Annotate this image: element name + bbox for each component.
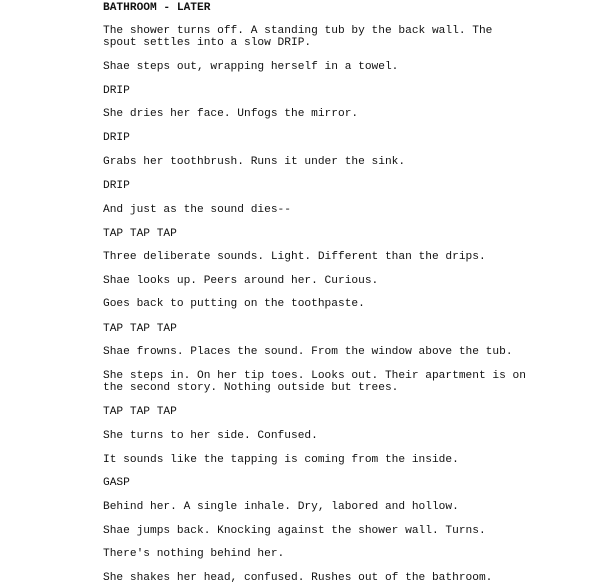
- action-line: spout settles into a slow DRIP.: [103, 37, 312, 49]
- action-line: It sounds like the tapping is coming from the inside.: [103, 454, 459, 466]
- action-line: the second story. Nothing outside but trees.: [103, 382, 399, 394]
- action-line: Goes back to putting on the toothpaste.: [103, 298, 365, 310]
- action-line: She shakes her head, confused. Rushes out of the bathroom.: [103, 572, 493, 584]
- action-line: Grabs her toothbrush. Runs it under the sink.: [103, 156, 406, 168]
- action-line: She steps in. On her tip toes. Looks out. Their apartment is on: [103, 370, 526, 382]
- sound-cue: DRIP: [103, 132, 130, 144]
- sound-cue: DRIP: [103, 180, 130, 192]
- action-line: Shae jumps back. Knocking against the shower wall. Turns.: [103, 525, 486, 537]
- action-line: Three deliberate sounds. Light. Different than the drips.: [103, 251, 486, 263]
- scene-heading: BATHROOM - LATER: [103, 2, 211, 14]
- action-line: Shae looks up. Peers around her. Curious.: [103, 275, 379, 287]
- action-line: She dries her face. Unfogs the mirror.: [103, 108, 359, 120]
- sound-cue: TAP TAP TAP: [103, 406, 177, 418]
- action-line: Behind her. A single inhale. Dry, labored and hollow.: [103, 501, 459, 513]
- action-line: The shower turns off. A standing tub by the back wall. The: [103, 25, 493, 37]
- sound-cue: DRIP: [103, 85, 130, 97]
- sound-cue: TAP TAP TAP: [103, 323, 177, 335]
- action-line: There's nothing behind her.: [103, 548, 285, 560]
- sound-cue: GASP: [103, 477, 130, 489]
- action-line: She turns to her side. Confused.: [103, 430, 318, 442]
- sound-cue: TAP TAP TAP: [103, 228, 177, 240]
- action-line: Shae frowns. Places the sound. From the window above the tub.: [103, 346, 513, 358]
- action-line: Shae steps out, wrapping herself in a towel.: [103, 61, 399, 73]
- action-line: And just as the sound dies--: [103, 204, 291, 216]
